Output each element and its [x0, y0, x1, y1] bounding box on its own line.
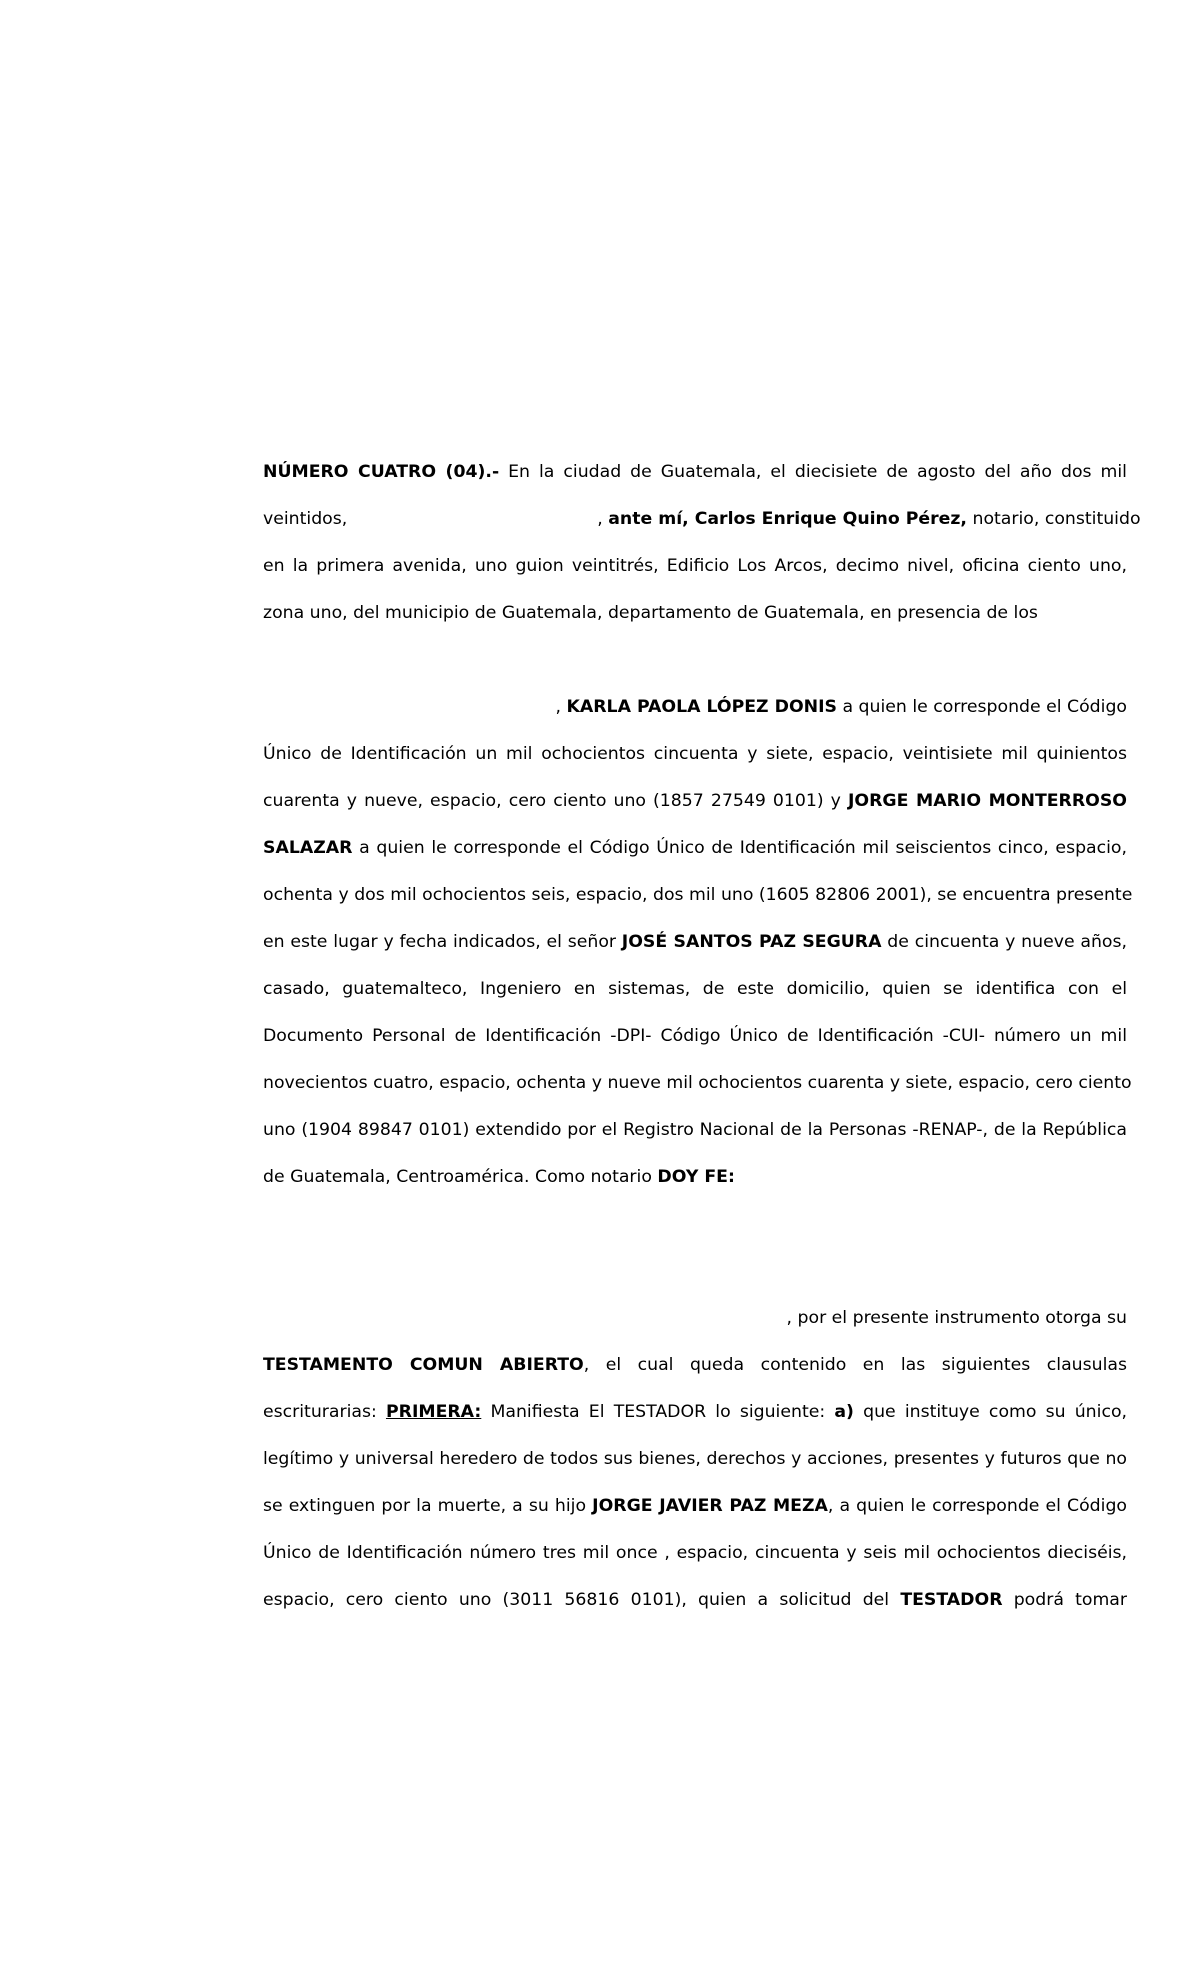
text-line-10 — [263, 930, 1127, 954]
text-run: Documento Personal de Identificación -DPI- Código Único de Identificación -CUI- número un mil — [263, 1026, 1127, 1046]
text-run: notario, constituido — [967, 509, 1141, 529]
text-run: cuarenta y nueve, espacio, cero ciento uno (1857 27549 0101) y — [263, 791, 848, 811]
text-run: que instituye como su único, — [853, 1402, 1128, 1422]
text-line-14 — [263, 1118, 1127, 1142]
bold-text: TESTAMENTO COMUN ABIERTO — [263, 1355, 584, 1375]
text-line-16 — [263, 1306, 1127, 1330]
text-run: Único de Identificación número tres mil once , espacio, cincuenta y seis mil ochocientos dieciséis, — [263, 1543, 1127, 1563]
text-run: en este lugar y fecha indicados, el señor — [263, 932, 622, 952]
bold-text: DOY FE: — [657, 1167, 735, 1187]
text-run: , a quien le corresponde el Código — [827, 1496, 1128, 1516]
text-line-13 — [263, 1071, 1132, 1095]
bold-text: PRIMERA: — [385, 1402, 482, 1422]
bold-text: NÚMERO CUATRO (04).- — [263, 462, 500, 482]
text-run: novecientos cuatro, espacio, ochenta y nueve mil ochocientos cuarenta y siete, espacio, cero ciento — [263, 1073, 1132, 1093]
text-run: en la primera avenida, uno guion veintitrés, Edificio Los Arcos, decimo nivel, oficina ciento uno, — [263, 556, 1127, 576]
text-line-15 — [263, 1165, 1127, 1189]
text-run: espacio, cero ciento uno (3011 56816 0101), quien a solicitud del — [263, 1590, 901, 1610]
text-line-17 — [263, 1353, 1127, 1377]
text-line-12 — [263, 1024, 1127, 1048]
text-line-19 — [263, 1447, 1127, 1471]
text-line-18 — [263, 1400, 1127, 1424]
text-line-7 — [263, 789, 1127, 813]
text-run: a quien le corresponde el Código Único de Identificación mil seiscientos cinco, espacio, — [352, 838, 1127, 858]
text-run: Único de Identificación un mil ochocientos cincuenta y siete, espacio, veintisiete mil quinientos — [263, 744, 1127, 764]
bold-text: ante mí, Carlos Enrique Quino Pérez, — [608, 509, 967, 529]
text-run: se extinguen por la muerte, a su hijo — [263, 1496, 593, 1516]
text-run: , — [597, 509, 609, 529]
text-line-22 — [263, 1588, 1127, 1612]
text-line-20 — [263, 1494, 1127, 1518]
text-line-9 — [263, 883, 1133, 907]
bold-text: JORGE JAVIER PAZ MEZA — [592, 1496, 828, 1516]
bold-text: JORGE MARIO MONTERROSO — [848, 791, 1127, 811]
text-run: de Guatemala, Centroamérica. Como notario — [263, 1167, 658, 1187]
bold-text: KARLA PAOLA LÓPEZ DONIS — [566, 697, 837, 717]
text-run: , el cual queda contenido en las siguientes clausulas — [583, 1355, 1127, 1375]
text-run: En la ciudad de Guatemala, el diecisiete de agosto del año dos mil — [499, 462, 1127, 482]
text-run: zona uno, del municipio de Guatemala, departamento de Guatemala, en presencia de los — [263, 603, 1038, 623]
text-run: casado, guatemalteco, Ingeniero en sistemas, de este domicilio, quien se identifica con el — [263, 979, 1127, 999]
bold-text: JOSÉ SANTOS PAZ SEGURA — [621, 932, 882, 952]
text-run: escriturarias: — [263, 1402, 386, 1422]
bold-text: a) — [834, 1402, 854, 1422]
text-run: legítimo y universal heredero de todos sus bienes, derechos y acciones, presentes y futuros que no — [263, 1449, 1127, 1469]
text-run: ochenta y dos mil ochocientos seis, espacio, dos mil uno (1605 82806 2001), se encuentra presente — [263, 885, 1133, 905]
text-run: veintidos, — [263, 509, 348, 529]
text-run: Manifiesta El TESTADOR lo siguiente: — [481, 1402, 835, 1422]
text-line-1 — [263, 460, 1127, 484]
text-line-8 — [263, 836, 1127, 860]
text-run: podrá tomar — [1002, 1590, 1127, 1610]
bold-text: SALAZAR — [263, 838, 353, 858]
text-line-5 — [263, 695, 1127, 719]
text-run: de cincuenta y nueve años, — [881, 932, 1127, 952]
text-line-3 — [263, 554, 1127, 578]
bold-text: TESTADOR — [900, 1590, 1003, 1610]
text-line-2 — [263, 507, 1141, 531]
text-line-11 — [263, 977, 1127, 1001]
text-run: uno (1904 89847 0101) extendido por el Registro Nacional de la Personas -RENAP-, de la República — [263, 1120, 1127, 1140]
text-run: a quien le corresponde el Código — [836, 697, 1127, 717]
text-line-4 — [263, 601, 1127, 625]
text-line-21 — [263, 1541, 1127, 1565]
text-run: , — [555, 697, 567, 717]
text-line-6 — [263, 742, 1127, 766]
text-run: , por el presente instrumento otorga su — [786, 1308, 1127, 1328]
